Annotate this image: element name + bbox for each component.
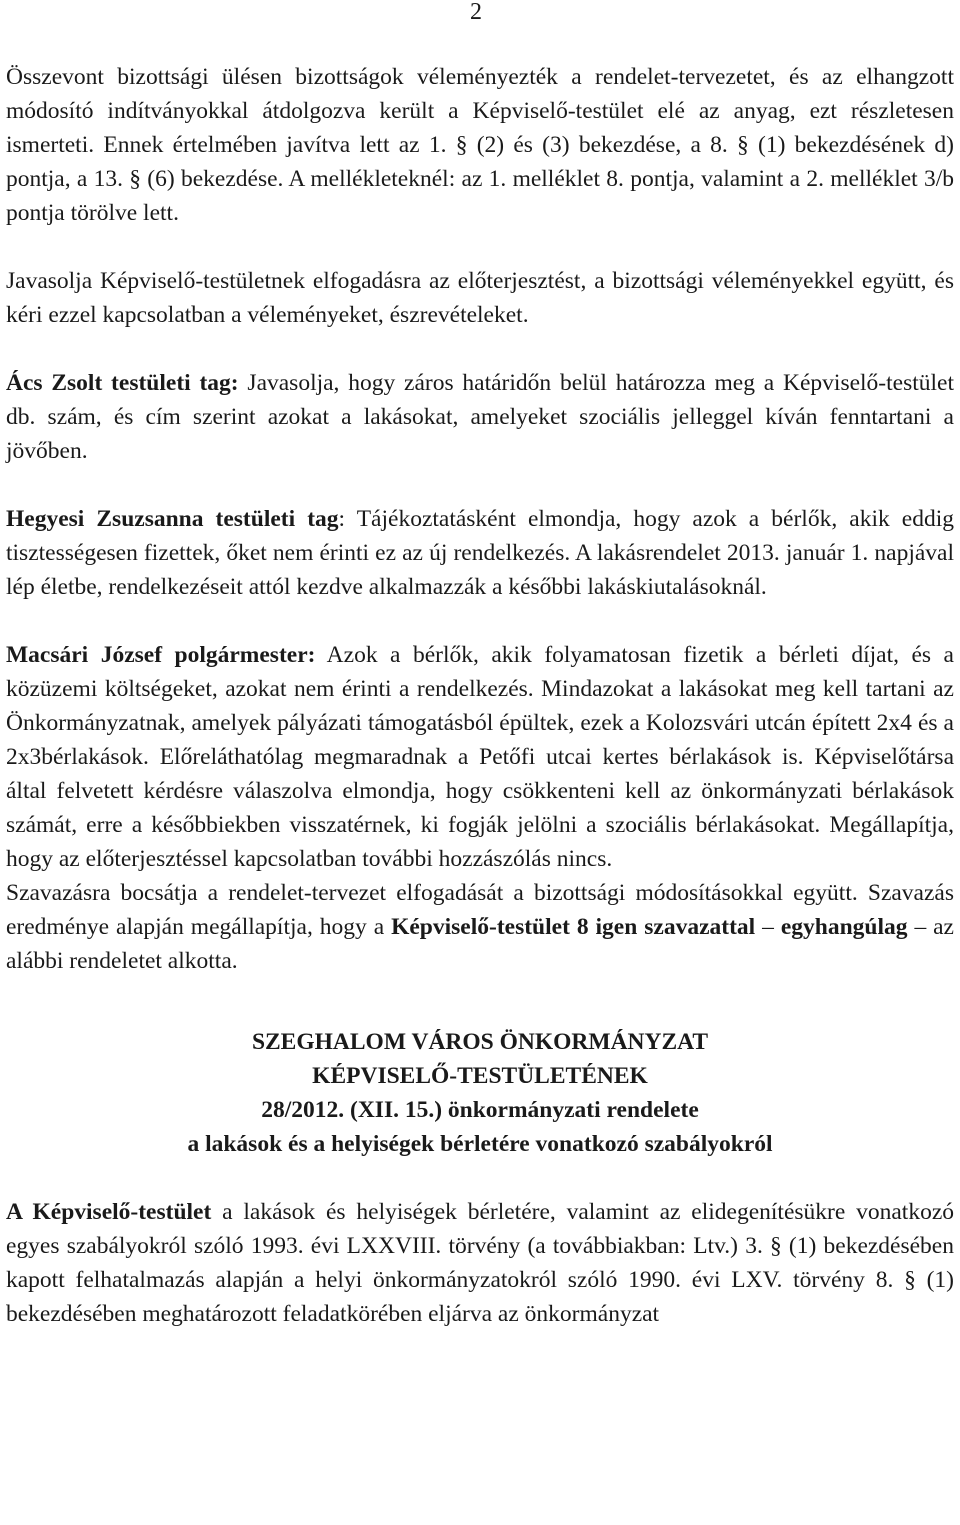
vote-result: Képviselő-testület 8 igen szavazattal (391, 914, 756, 940)
preamble-subject: A Képviselő-testület (6, 1199, 212, 1225)
vote-dash: – (755, 914, 781, 940)
title-line-4: a lakások és a helyiségek bérletére vonatkozó szabályokról (187, 1131, 773, 1157)
paragraph-macsari-jozsef (6, 638, 954, 876)
vote-unanimous: egyhangúlag (780, 914, 908, 940)
paragraph-intro: Összevont bizottsági ülésen bizottságok véleményezték a rendelet-tervezetet, és az elhangzott módosító indítványokkal átdolgozva került a Képviselő-testület elé az anyag, ezt részletesen ismerteti. Ennek értelmében javítva lett az 1. § (2) és (3) bekezdése, a 8. § (1) bekezdésének d) pontja, a 13. § (6) bekezdése. A mellékleteknél: az 1. melléklet 8. pontja, valamint a 2. melléklet 3/b pontja törölve lett. (6, 64, 954, 226)
speaker-text: Javasolja, hogy záros határidőn belül határozza meg a Képviselő-testület db. szám, és cím szerint azokat a lakásokat, amelyeket szociális jelleggel kíván fenntartani a jövőben. (6, 370, 954, 464)
title-line-3: 28/2012. (XII. 15.) önkormányzati rendelete (261, 1097, 699, 1123)
paragraph-vote (6, 876, 954, 978)
speaker-name: Hegyesi Zsuzsanna testületi tag (6, 506, 339, 532)
speaker-text: : Tájékoztatásként elmondja, hogy azok a bérlők, akik eddig tisztességesen fizettek, őket nem érinti ez az új rendelkezés. A lakásrendelet 2013. január 1. napjával lép életbe, rendelkezéseit attól kezdve alkalmazzák a későbbi lakáskiutalásoknál. (6, 506, 954, 600)
preamble-text: a lakások és helyiségek bérletére, valamint az elidegenítésükre vonatkozó egyes szabályokról szóló 1993. évi LXXVIII. törvény (a továbbiakban: Ltv.) 3. § (1) bekezdésében kapott felhatalmazás alapján a helyi önkormányzatokról szóló 1990. évi LXV. törvény 8. § (1) bekezdésében meghatározott feladatkörében eljárva az önkormányzat (6, 1199, 955, 1327)
decree-title (6, 1025, 954, 1161)
paragraph-hegyesi-zsuzsanna (6, 502, 954, 604)
paragraph-acs-zsolt (6, 366, 954, 468)
document-body (6, 60, 954, 1331)
vote-tail: – az alábbi rendeletet alkotta. (6, 914, 954, 974)
vote-text: Szavazásra bocsátja a rendelet-tervezet elfogadását a bizottsági módosításokkal együtt. Szavazás eredménye alapján megállapítja, hogy a (6, 880, 954, 940)
paragraph-preamble (6, 1195, 954, 1331)
paragraph-recommendation: Javasolja Képviselő-testületnek elfogadásra az előterjesztést, a bizottsági véleményekkel együtt, és kéri ezzel kapcsolatban a véleményeket, észrevételeket. (6, 268, 954, 328)
speaker-text: Azok a bérlők, akik folyamatosan fizetik a bérleti díjat, és a közüzemi költségeket, azokat nem érinti a rendelkezés. Mindazokat a lakásokat meg kell tartani az Önkormányzatnak, amelyek pályázati támogatásból épültek, ezek a Kolozsvári utcán épített 2x4 és a 2x3bérlakások. Előreláthatólag megmaradnak a Petőfi utcai kertes bérlakások is. Képviselőtársa által felvetett kérdésre válaszolva elmondja, hogy csökkenteni kell az önkormányzati bérlakások számát, erre a későbbiekben visszatérnek, ki fogják jelölni a szociális bérlakásokat. Megállapítja, hogy az előterjesztéssel kapcsolatban további hozzászólás nincs. (6, 642, 954, 872)
title-line-2: KÉPVISELŐ-TESTÜLETÉNEK (312, 1063, 648, 1089)
page-number: 2 (470, 0, 482, 25)
title-line-1: SZEGHALOM VÁROS ÖNKORMÁNYZAT (251, 1029, 709, 1055)
speaker-name: Macsári József polgármester: (6, 642, 316, 668)
speaker-name: Ács Zsolt testületi tag: (6, 370, 239, 396)
